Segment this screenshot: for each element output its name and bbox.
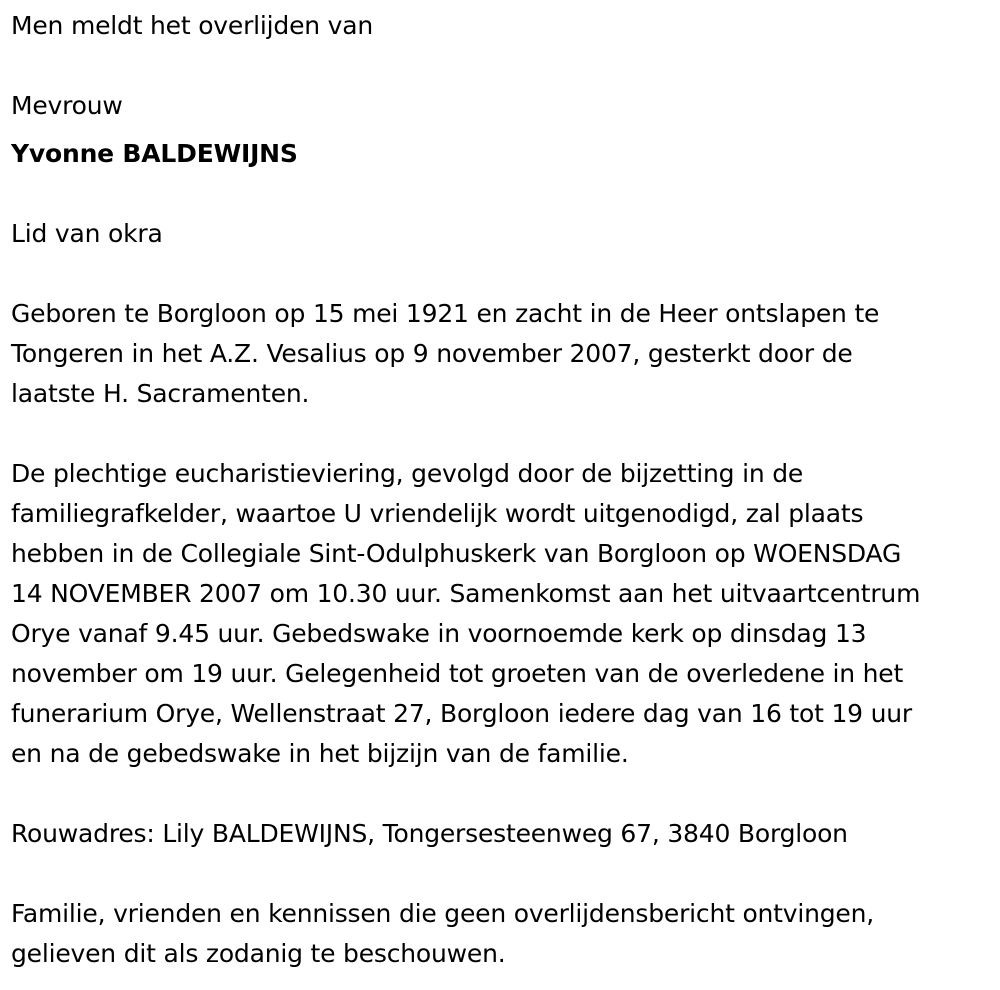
ceremony-paragraph — [11, 454, 996, 774]
mourning-address: Rouwadres: Lily BALDEWIJNS, Tongersesteenweg 67, 3840 Borgloon — [11, 819, 848, 848]
paragraph-line: De plechtige eucharistieviering, gevolgd door de bijzetting in de — [11, 459, 804, 488]
intro-line: Men meldt het overlijden van — [11, 11, 374, 40]
paragraph-line: en na de gebedswake in het bijzijn van de familie. — [11, 739, 629, 768]
paragraph-line: hebben in de Collegiale Sint-Odulphuskerk van Borgloon op WOENSDAG — [11, 539, 902, 568]
spacer — [11, 46, 996, 86]
spacer — [11, 774, 996, 814]
closing-paragraph — [11, 894, 996, 974]
membership-line: Lid van okra — [11, 219, 163, 248]
spacer — [11, 854, 996, 894]
paragraph-line: gelieven dit als zodanig te beschouwen. — [11, 939, 506, 968]
paragraph-line: Familie, vrienden en kennissen die geen overlijdensbericht ontvingen, — [11, 899, 875, 928]
paragraph-line: Geboren te Borgloon op 15 mei 1921 en zacht in de Heer ontslapen te — [11, 299, 880, 328]
paragraph-line: Orye vanaf 9.45 uur. Gebedswake in voornoemde kerk op dinsdag 13 — [11, 619, 867, 648]
paragraph-line: Tongeren in het A.Z. Vesalius op 9 november 2007, gesterkt door de — [11, 339, 853, 368]
paragraph-line: laatste H. Sacramenten. — [11, 379, 310, 408]
spacer — [11, 174, 996, 214]
paragraph-line: 14 NOVEMBER 2007 om 10.30 uur. Samenkomst aan het uitvaartcentrum — [11, 579, 921, 608]
death-notice — [11, 6, 996, 974]
salutation: Mevrouw — [11, 91, 123, 120]
spacer — [11, 414, 996, 454]
spacer — [11, 254, 996, 294]
paragraph-line: familiegrafkelder, waartoe U vriendelijk wordt uitgenodigd, zal plaats — [11, 499, 864, 528]
birth-death-paragraph — [11, 294, 996, 414]
deceased-name: Yvonne BALDEWIJNS — [11, 139, 298, 168]
paragraph-line: funerarium Orye, Wellenstraat 27, Borgloon iedere dag van 16 tot 19 uur — [11, 699, 912, 728]
paragraph-line: november om 19 uur. Gelegenheid tot groeten van de overledene in het — [11, 659, 904, 688]
